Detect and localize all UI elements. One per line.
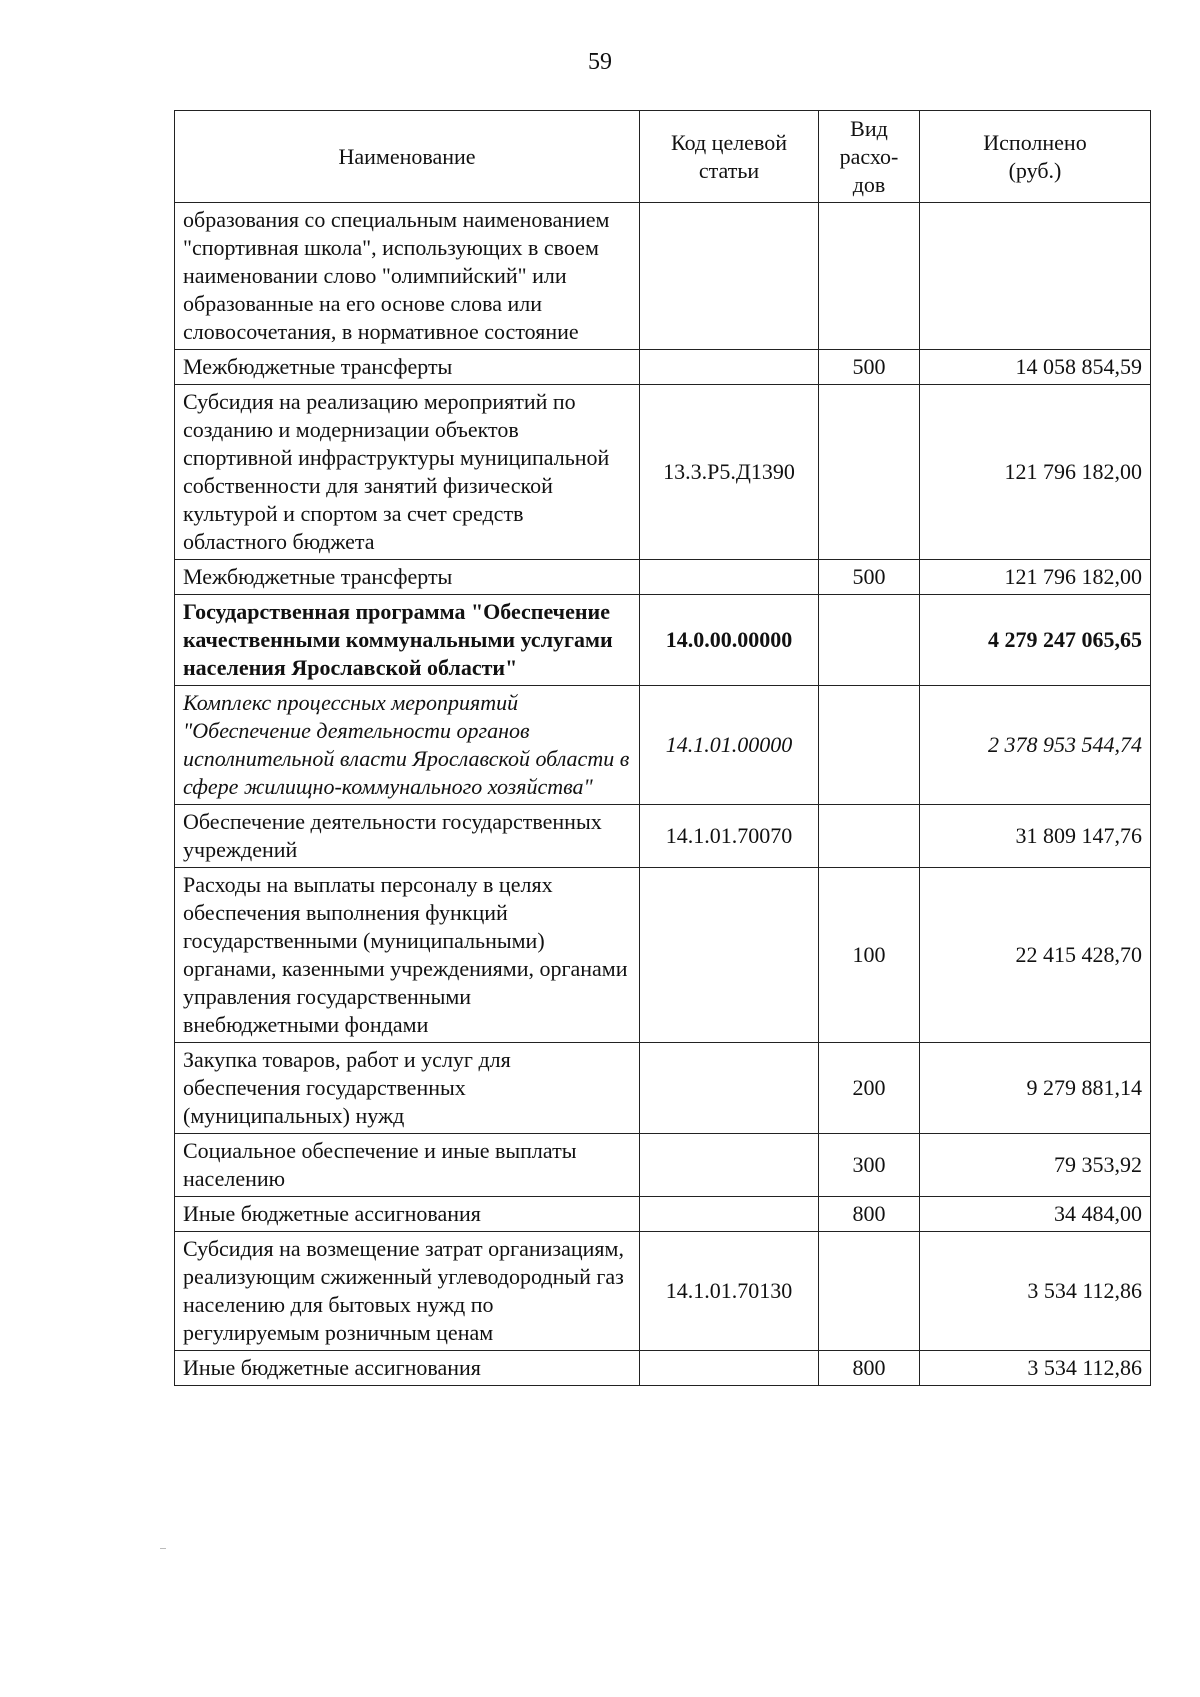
row-amount: 3 534 112,86	[920, 1351, 1151, 1386]
header-code-label: Код целевой статьи	[671, 129, 787, 183]
row-amount: 9 279 881,14	[920, 1043, 1151, 1134]
budget-table	[174, 110, 1151, 1386]
row-amount	[920, 203, 1151, 350]
row-name: Государственная программа "Обеспечение качественными коммунальными услугами населения Ярославской области"	[175, 595, 640, 686]
row-code: 13.3.Р5.Д1390	[640, 385, 819, 560]
table-row	[175, 1134, 1151, 1197]
row-name: Социальное обеспечение и иные выплаты населению	[175, 1134, 640, 1197]
table-header-row	[175, 111, 1151, 203]
header-type-label: Вид расхо-дов	[839, 115, 899, 197]
table-row	[175, 868, 1151, 1043]
row-code	[640, 1134, 819, 1197]
header-code	[640, 111, 819, 203]
row-type	[819, 595, 920, 686]
row-amount: 34 484,00	[920, 1197, 1151, 1232]
table-row	[175, 1043, 1151, 1134]
table-row	[175, 1351, 1151, 1386]
table-row	[175, 350, 1151, 385]
row-code	[640, 868, 819, 1043]
header-name: Наименование	[175, 111, 640, 203]
scan-artifact	[160, 1548, 166, 1549]
row-code	[640, 1197, 819, 1232]
row-type: 200	[819, 1043, 920, 1134]
row-type: 800	[819, 1197, 920, 1232]
table-row-program	[175, 595, 1151, 686]
row-code: 14.0.00.00000	[640, 595, 819, 686]
row-type: 500	[819, 350, 920, 385]
row-amount: 31 809 147,76	[920, 805, 1151, 868]
row-type	[819, 203, 920, 350]
row-name: Расходы на выплаты персоналу в целях обеспечения выполнения функций государственными (муниципальными) органами, казенными учреждениями, органами управления государственными внебюджетными фондами	[175, 868, 640, 1043]
row-amount: 14 058 854,59	[920, 350, 1151, 385]
row-amount: 4 279 247 065,65	[920, 595, 1151, 686]
row-code	[640, 1351, 819, 1386]
row-name: Иные бюджетные ассигнования	[175, 1197, 640, 1232]
row-name: Закупка товаров, работ и услуг для обеспечения государственных (муниципальных) нужд	[175, 1043, 640, 1134]
row-type: 500	[819, 560, 920, 595]
row-amount: 22 415 428,70	[920, 868, 1151, 1043]
table-row	[175, 805, 1151, 868]
row-type	[819, 1232, 920, 1351]
row-type: 100	[819, 868, 920, 1043]
row-name: Межбюджетные трансферты	[175, 350, 640, 385]
table-row	[175, 385, 1151, 560]
row-amount: 79 353,92	[920, 1134, 1151, 1197]
row-amount: 3 534 112,86	[920, 1232, 1151, 1351]
header-amount	[920, 111, 1151, 203]
row-name: образования со специальным наименованием "спортивная школа", использующих в своем наименовании слово "олимпийский" или образованные на его основе слова или словосочетания, в нормативное состояние	[175, 203, 640, 350]
row-type	[819, 686, 920, 805]
table-row	[175, 1232, 1151, 1351]
row-type: 800	[819, 1351, 920, 1386]
row-name: Комплекс процессных мероприятий "Обеспечение деятельности органов исполнительной власти Ярославской области в сфере жилищно-коммунального хозяйства"	[175, 686, 640, 805]
row-code	[640, 350, 819, 385]
table-row	[175, 560, 1151, 595]
row-type	[819, 385, 920, 560]
row-amount: 2 378 953 544,74	[920, 686, 1151, 805]
row-code	[640, 1043, 819, 1134]
row-amount: 121 796 182,00	[920, 385, 1151, 560]
row-name: Иные бюджетные ассигнования	[175, 1351, 640, 1386]
row-type: 300	[819, 1134, 920, 1197]
table-row	[175, 203, 1151, 350]
row-code: 14.1.01.70070	[640, 805, 819, 868]
row-code	[640, 560, 819, 595]
row-name: Межбюджетные трансферты	[175, 560, 640, 595]
row-amount: 121 796 182,00	[920, 560, 1151, 595]
row-name: Субсидия на реализацию мероприятий по созданию и модернизации объектов спортивной инфраструктуры муниципальной собственности для занятий физической культурой и спортом за счет средств областного бюджета	[175, 385, 640, 560]
table-row-complex	[175, 686, 1151, 805]
row-code	[640, 203, 819, 350]
page-number: 59	[588, 49, 612, 75]
row-code: 14.1.01.00000	[640, 686, 819, 805]
row-type	[819, 805, 920, 868]
header-type	[819, 111, 920, 203]
row-name: Обеспечение деятельности государственных учреждений	[175, 805, 640, 868]
header-amount-label: Исполнено (руб.)	[983, 129, 1087, 183]
row-code: 14.1.01.70130	[640, 1232, 819, 1351]
row-name: Субсидия на возмещение затрат организациям, реализующим сжиженный углеводородный газ населению для бытовых нужд по регулируемым розничным ценам	[175, 1232, 640, 1351]
table-row	[175, 1197, 1151, 1232]
